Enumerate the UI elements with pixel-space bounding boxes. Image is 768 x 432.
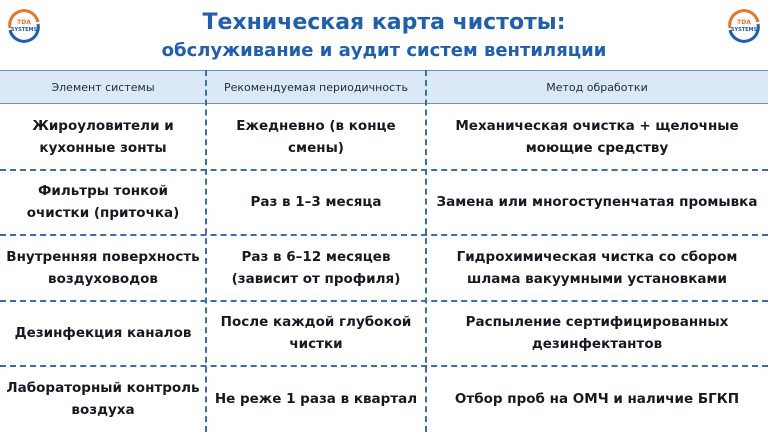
cell-frequency: Не реже 1 раза в квартал xyxy=(214,390,418,407)
column-header-frequency: Рекомендуемая периодичность xyxy=(223,80,408,94)
cell-element: Внутренняя поверхность воздуховодов xyxy=(6,248,200,287)
cell-frequency: Ежедневно (в конце смены) xyxy=(236,117,396,156)
page-subtitle: обслуживание и аудит систем вентиляции xyxy=(161,40,607,61)
cell-frequency: Раз в 1–3 месяца xyxy=(250,194,382,211)
cell-method: Замена или многоступенчатая промывка xyxy=(436,194,758,211)
cell-element: Лабораторный контроль воздуха xyxy=(6,379,200,418)
logo-text-top: TDA xyxy=(737,19,751,26)
cell-method: Распыление сертифицированных дезинфектантов xyxy=(465,314,729,353)
cell-frequency: Раз в 6–12 месяцев (зависит от профиля) xyxy=(231,248,401,287)
column-divider xyxy=(425,70,427,432)
cell-method: Отбор проб на ОМЧ и наличие БГКП xyxy=(454,390,740,407)
cell-element: Жироуловители и кухонные зонты xyxy=(32,117,174,156)
maintenance-table xyxy=(0,70,768,432)
column-divider xyxy=(205,70,207,432)
logo-text-bottom: SYSTEMS xyxy=(10,27,38,33)
column-header-method: Метод обработки xyxy=(546,80,648,94)
cell-method: Гидрохимическая чистка со сбором шлама вакуумными установками xyxy=(456,248,738,287)
column-header-element: Элемент системы xyxy=(51,80,155,94)
cell-element: Дезинфекция каналов xyxy=(14,325,192,342)
cell-method: Механическая очистка + щелочные моющие средству xyxy=(455,117,739,156)
cell-element: Фильтры тонкой очистки (приточка) xyxy=(26,183,180,222)
logo-text-top: TDA xyxy=(17,19,31,26)
logo-text-bottom: SYSTEMS xyxy=(730,27,758,33)
page-title: Техническая карта чистоты: xyxy=(202,10,566,35)
cell-frequency: После каждой глубокой чистки xyxy=(220,314,412,353)
